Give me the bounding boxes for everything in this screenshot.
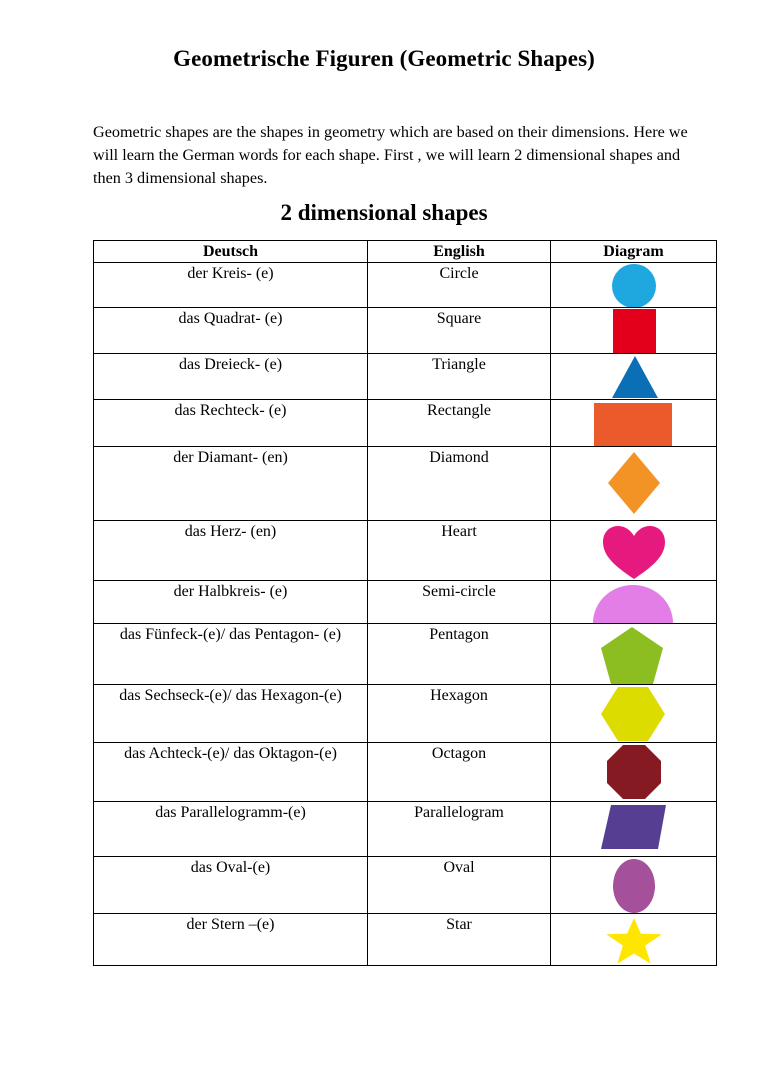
section-title: 2 dimensional shapes [280,200,488,225]
diagram-cell [551,447,717,521]
table-row [94,447,717,521]
diagram-cell [551,581,717,624]
diagram-cell [551,624,717,685]
deutsch-cell: das Oval-(e) [94,857,368,914]
table-row [94,308,717,354]
deutsch-cell: das Dreieck- (e) [94,354,368,400]
table-row [94,802,717,857]
english-cell: Parallelogram [368,802,551,857]
intro-paragraph: Geometric shapes are the shapes in geometry which are based on their dimensions. Here we will learn the German words for each shape. First , we will learn 2 dimensional shapes and then 3 dimensional shapes. [93,123,688,187]
table-row [94,581,717,624]
english-cell: Circle [368,263,551,308]
diagram-cell [551,743,717,802]
english-cell: Heart [368,521,551,581]
deutsch-cell: das Quadrat- (e) [94,308,368,354]
table-row [94,521,717,581]
parallelogram-icon [551,802,717,857]
english-cell: Octagon [368,743,551,802]
table-row [94,743,717,802]
english-cell: Semi-circle [368,581,551,624]
diagram-cell [551,263,717,308]
table-row [94,914,717,966]
deutsch-cell: das Parallelogramm-(e) [94,802,368,857]
english-cell: Pentagon [368,624,551,685]
page-title: Geometrische Figuren (Geometric Shapes) [173,46,595,71]
rectangle-icon [551,400,717,447]
deutsch-cell: der Diamant- (en) [94,447,368,521]
shapes-table [93,240,717,966]
table-row [94,263,717,308]
english-cell: Star [368,914,551,966]
circle-icon [551,263,717,308]
heart-icon [551,521,717,581]
deutsch-cell: das Fünfeck-(e)/ das Pentagon- (e) [94,624,368,685]
english-cell: Square [368,308,551,354]
table-row [94,400,717,447]
square-icon [551,308,717,354]
diagram-cell [551,521,717,581]
header-english: English [368,241,551,263]
star-icon [551,914,717,966]
semicircle-icon [551,581,717,624]
diagram-cell [551,914,717,966]
diagram-cell [551,802,717,857]
triangle-icon [551,354,717,400]
deutsch-cell: das Herz- (en) [94,521,368,581]
deutsch-cell: der Halbkreis- (e) [94,581,368,624]
hexagon-icon [551,685,717,743]
table-row [94,857,717,914]
english-cell: Oval [368,857,551,914]
octagon-icon [551,743,717,802]
deutsch-cell: das Rechteck- (e) [94,400,368,447]
english-cell: Triangle [368,354,551,400]
english-cell: Hexagon [368,685,551,743]
english-cell: Diamond [368,447,551,521]
table-header-row [94,241,717,263]
pentagon-icon [551,624,717,685]
deutsch-cell: der Stern –(e) [94,914,368,966]
table-row [94,685,717,743]
diagram-cell [551,685,717,743]
deutsch-cell: der Kreis- (e) [94,263,368,308]
deutsch-cell: das Achteck-(e)/ das Oktagon-(e) [94,743,368,802]
table-row [94,354,717,400]
header-diagram: Diagram [551,241,717,263]
diamond-icon [551,447,717,521]
header-deutsch: Deutsch [94,241,368,263]
oval-icon [551,857,717,914]
table-row [94,624,717,685]
diagram-cell [551,354,717,400]
deutsch-cell: das Sechseck-(e)/ das Hexagon-(e) [94,685,368,743]
diagram-cell [551,857,717,914]
diagram-cell [551,400,717,447]
english-cell: Rectangle [368,400,551,447]
diagram-cell [551,308,717,354]
